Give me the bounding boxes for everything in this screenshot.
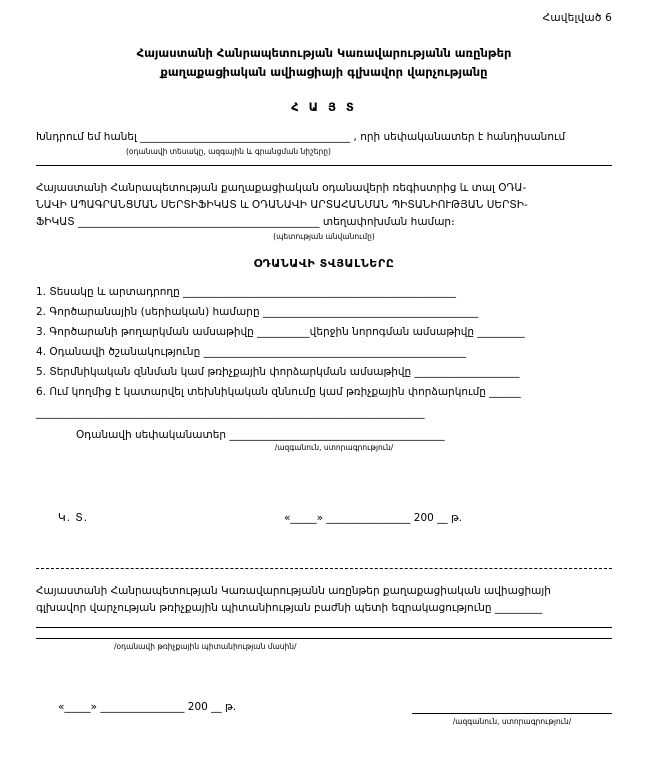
list-item: 6. Ում կողմից է կատարվել տեխնիկական զննումը կամ թռիչքային փորձարկումը ______ bbox=[36, 386, 521, 399]
list-item: 5. Տերմնիկական զննման կամ թռիչքային փորձարկման ամսաթիվը ____________________ bbox=[36, 366, 520, 379]
list-item: 2. Գործարանային (սերիական) համարը _________________________________________ bbox=[36, 305, 479, 318]
intro-blank-rule bbox=[36, 165, 612, 166]
bottom-signature-block bbox=[412, 701, 612, 726]
annex-label: Հավելված 6 bbox=[542, 12, 612, 24]
body-line-2: ՆԱՎԻ ԱՊԱԳՐԱՆՑՄԱՆ ՍԵՐՏԻՖԻԿԱՏ և ՕԴԱՆԱՎԻ ԱՐՏԱՀԱՆՄԱՆ ՊԻՏԱՆԻՈՒԹՅԱՆ ՍԵՐՏԻ- bbox=[36, 198, 528, 211]
body-caption: (պետության անվանումը) bbox=[273, 231, 375, 241]
aircraft-data-list bbox=[36, 282, 612, 423]
body-line-1: Հայաստանի Հանրապետության քաղաքացիական օդանավերի ռեգիստրից և տալ ՕԴԱ- bbox=[36, 181, 527, 194]
owner-signature-line: Օդանավի սեփականատեր _________________________________________ bbox=[76, 428, 445, 441]
stamp-and-date-row bbox=[36, 512, 612, 532]
title-line-1: Հայաստանի Հանրապետության Կառավարությանն առընթեր bbox=[136, 46, 512, 60]
conclusion-paragraph bbox=[36, 583, 612, 617]
stamp-label: Կ. Տ. bbox=[58, 511, 89, 524]
document-heading: Հ Ա Յ Տ bbox=[291, 99, 357, 114]
document-title bbox=[36, 44, 612, 82]
document-body bbox=[36, 0, 612, 735]
bottom-signature-row bbox=[36, 701, 612, 735]
body-line-3: ՖԻԿԱՏ ______________________________________________ տեղափոխման համար։ bbox=[36, 215, 455, 228]
conclusion-line-1: Հայաստանի Հանրապետության Կառավարությանն առընթեր քաղաքացիական ավիացիայի bbox=[36, 584, 551, 597]
list-item: 1. Տեսակը և արտադրողը ____________________________________________________ bbox=[36, 285, 457, 298]
tear-off-divider bbox=[36, 568, 612, 569]
section-title: ՕԴԱՆԱՎԻ ՏՎՅԱԼՆԵՐԸ bbox=[253, 256, 395, 270]
bottom-date-field: «_____» ________________ 200 __ թ. bbox=[58, 700, 237, 713]
list-item: 3. Գործարանի թողարկման ամսաթիվը __________վերջին նորոգման ամսաթիվը _________ bbox=[36, 326, 525, 338]
bottom-signature-caption: /ազգանուն, ստորագրություն/ bbox=[452, 716, 572, 726]
conclusion-caption: /օդանավի թռիչքային պիտանիության մասին/ bbox=[114, 641, 297, 651]
conclusion-line-2: գլխավոր վարչության թռիչքային պիտանիության բաժնի պետի եզրակացությունը _________ bbox=[36, 601, 543, 614]
intro-paragraph: Խնդրում եմ հանել ________________________________________ , որի սեփականատեր է հանդիսանում bbox=[36, 130, 566, 143]
conclusion-blank-rule-2 bbox=[36, 638, 612, 639]
bottom-signature-line bbox=[412, 701, 612, 714]
body-paragraph bbox=[36, 180, 612, 231]
list-item: 4. Օդանավի ծշանակությունը __________________________________________________ bbox=[36, 346, 467, 359]
date-field: «_____» ________________ 200 __ թ. bbox=[284, 511, 463, 524]
title-line-2: քաղաքացիական ավիացիայի գլխավոր վարչությանը bbox=[160, 64, 488, 79]
intro-caption: (օդանավի տեսակը, ազգային և գրանցման նիշերը) bbox=[126, 146, 331, 156]
list-item: __________________________________________________________________________ bbox=[36, 406, 425, 419]
conclusion-blank-rule-1 bbox=[36, 627, 612, 628]
owner-signature-caption: /ազգանուն, ստորագրություն/ bbox=[274, 442, 394, 452]
